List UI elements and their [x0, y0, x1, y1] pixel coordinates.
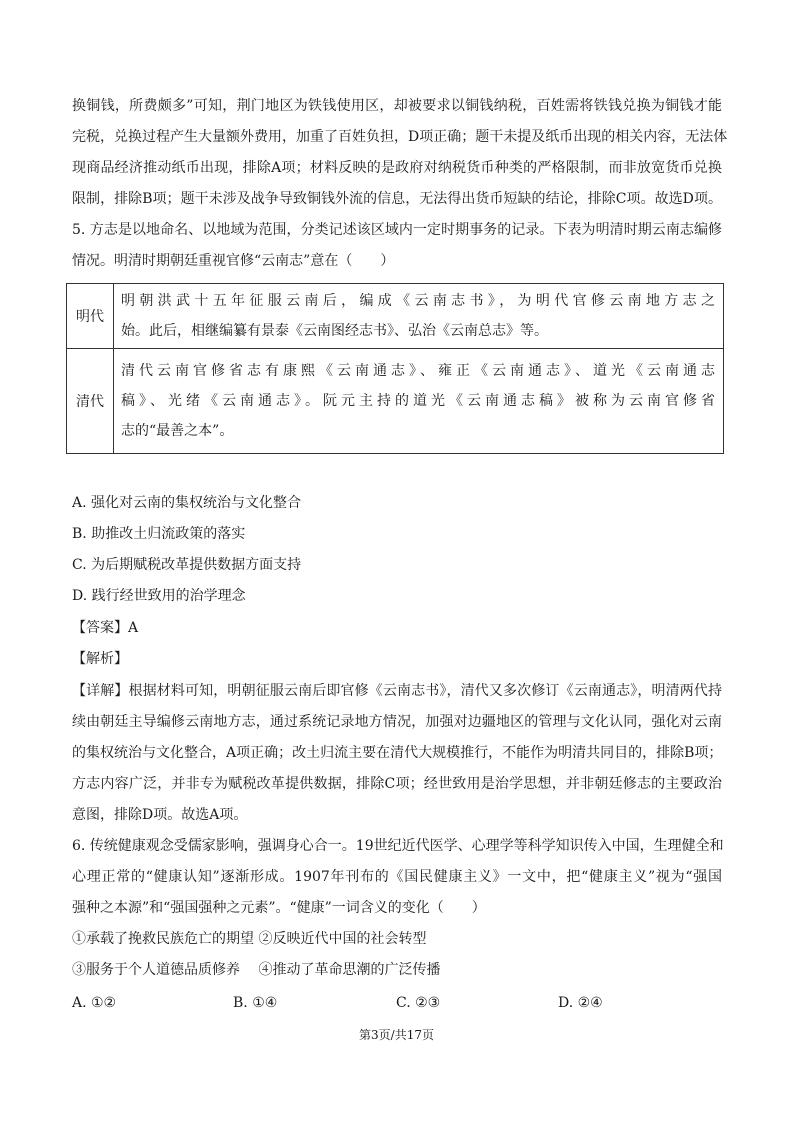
- option-a: A. 强化对云南的集权统治与文化整合: [72, 495, 302, 511]
- source-table: [66, 283, 724, 454]
- option-c: C. ②③: [396, 995, 441, 1011]
- prev-explanation-line: 限制，排除B项；题干未涉及战争导致铜钱外流的信息，无法得出货币短缺的结论，排除C项。故选D项。: [72, 191, 722, 207]
- prev-explanation-line: 完税，兑换过程产生大量额外费用，加重了百姓负担，D项正确；题干未提及纸币出现的相关内容，无法体: [72, 129, 728, 145]
- analysis-label: 【解析】: [72, 651, 128, 667]
- option-b: B. 助推改土归流政策的落实: [72, 526, 246, 542]
- cell-text-line: 清代云南官修省志有康熙《云南通志》、雍正《云南通志》、道光《云南通志: [121, 363, 715, 379]
- answer-label: 【答案】A: [72, 620, 139, 636]
- cell-text-line: 稿》、光绪《云南通志》。阮元主持的道光《云南通志稿》被称为云南官修省: [121, 393, 715, 409]
- table-row: [67, 349, 724, 454]
- prev-explanation-line: 换铜钱，所费颇多”可知，荆门地区为铁钱使用区，却被要求以铜钱纳税，百姓需将铁钱兑换为铜钱才能: [72, 98, 722, 114]
- era-cell: 明代: [67, 284, 114, 349]
- page-footer: 第3页/共17页: [359, 1028, 434, 1042]
- content-cell: [114, 284, 724, 349]
- question-stem-line: 强种之本源”和“强国强种之元素”。“健康”一词含义的变化（ ）: [72, 900, 486, 916]
- option-a: A. ①②: [72, 995, 117, 1011]
- detail-line: 方志内容广泛，并非专为赋税改革提供数据，排除C项；经世致用是治学思想，并非朝廷修志的主要政治: [72, 776, 722, 792]
- question-stem-line: 5. 方志是以地命名、以地域为范围，分类记述该区域内一定时期事务的记录。下表为明清时期云南志编修: [72, 222, 722, 238]
- prev-explanation-line: 现商品经济推动纸币出现，排除A项；材料反映的是政府对纳税货币种类的严格限制，而非放宽货币兑换: [72, 160, 722, 176]
- option-c: C. 为后期赋税改革提供数据方面支持: [72, 557, 302, 573]
- option-d: D. ②④: [558, 995, 603, 1011]
- statement-line: ③服务于个人道德品质修养 ④推动了革命思潮的广泛传播: [72, 962, 441, 978]
- question-stem-line: 6. 传统健康观念受儒家影响，强调身心合一。19世纪近代医学、心理学等科学知识传入中国，生理健全和: [72, 838, 724, 854]
- question-stem-line: 情况。明清时期朝廷重视官修“云南志”意在（ ）: [72, 253, 395, 269]
- cell-text-line: 明朝洪武十五年征服云南后，编成《云南志书》，为明代官修云南地方志之: [121, 293, 715, 309]
- detail-line: 续由朝廷主导编修云南地方志，通过系统记录地方情况，加强对边疆地区的管理与文化认同，强化对云南: [72, 714, 722, 730]
- statement-line: ①承载了挽救民族危亡的期望 ②反映近代中国的社会转型: [72, 931, 427, 947]
- content-cell: [114, 349, 724, 454]
- era-cell: 清代: [67, 349, 114, 454]
- detail-line: 的集权统治与文化整合，A项正确；改土归流主要在清代大规模推行，不能作为明清共同目的，排除B项；: [72, 745, 723, 761]
- detail-line: 意图，排除D项。故选A项。: [72, 807, 248, 823]
- detail-line: 【详解】根据材料可知，明朝征服云南后即官修《云南志书》，清代又多次修订《云南通志》，明清两代持: [72, 683, 722, 699]
- question-stem-line: 心理正常的“健康认知”逐渐形成。1907年刊布的《国民健康主义》一文中，把“健康主义”视为“强国: [72, 869, 722, 885]
- cell-text-line: 始。此后，相继编纂有景泰《云南图经志书》、弘治《云南总志》等。: [121, 323, 548, 339]
- option-d: D. 践行经世致用的治学理念: [72, 588, 246, 604]
- table-row: [67, 284, 724, 349]
- cell-text-line: 志的“最善之本”。: [121, 423, 234, 439]
- option-b: B. ①④: [233, 995, 278, 1011]
